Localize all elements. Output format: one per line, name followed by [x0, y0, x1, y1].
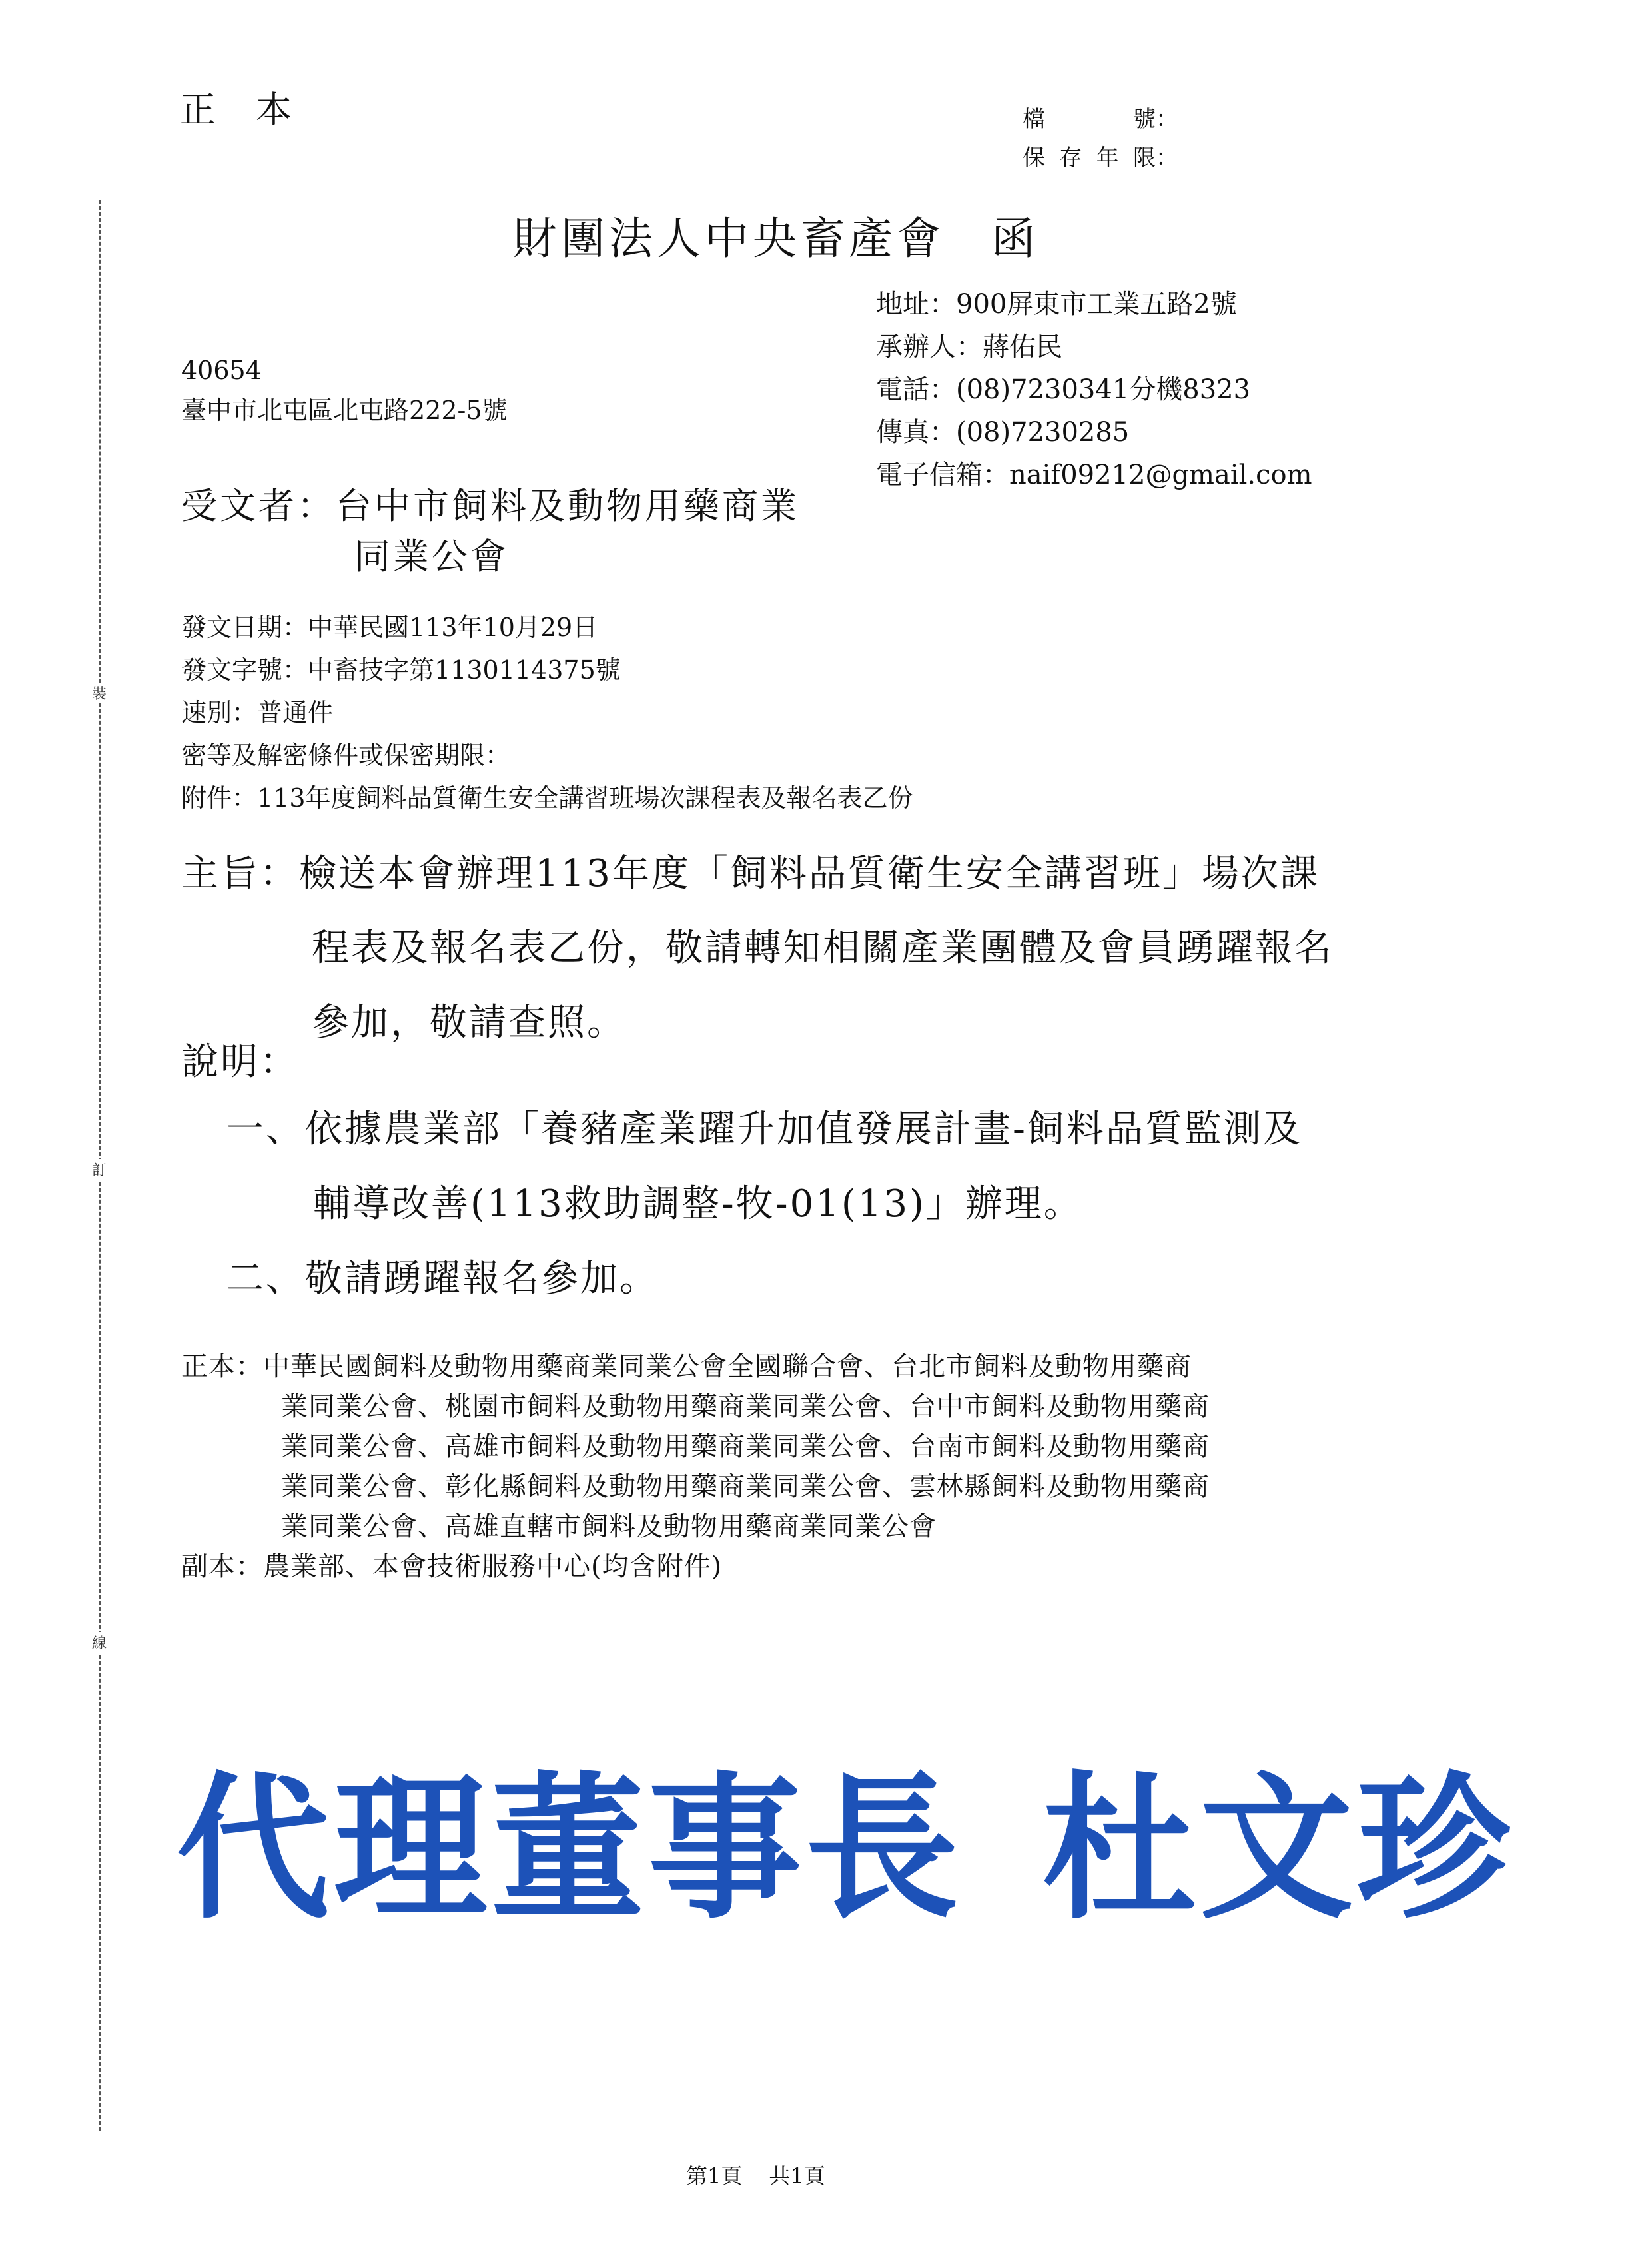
recipient-line-2: 同業公會 [354, 536, 509, 577]
contact-block [876, 283, 1312, 496]
mailing-address [181, 350, 508, 430]
binding-label-xian: 線 [91, 1632, 108, 1653]
street-address: 臺中市北屯區北屯路222-5號 [181, 396, 508, 425]
original-recipients-line-5: 業同業公會、高雄直轄市飼料及動物用藥商業同業公會 [281, 1511, 937, 1542]
delivery-speed: 速別：普通件 [181, 698, 334, 727]
retention-key: 保存年限 [1023, 145, 1156, 171]
issue-number: 發文字號：中畜技字第1130114375號 [181, 655, 621, 685]
subject-line-3: 參加，敬請查照。 [312, 1001, 626, 1044]
subject-line-1: 主旨：檢送本會辦理113年度「飼料品質衛生安全講習班」場次課 [181, 852, 1320, 895]
original-recipients-line-3: 業同業公會、高雄市飼料及動物用藥商業同業公會、台南市飼料及動物用藥商 [281, 1431, 1210, 1462]
page-footer [686, 2159, 825, 2190]
binding-label-ding: 訂 [91, 1159, 108, 1180]
title-org: 財團法人中央畜產會 [513, 213, 945, 264]
retention-value: ： [1156, 145, 1178, 171]
subject [181, 837, 1334, 1060]
copy-label: 正本 [180, 89, 332, 131]
contact-phone: 電話：(08)7230341分機8323 [876, 374, 1251, 405]
page-total: 共1頁 [769, 2163, 825, 2189]
retention-row [1023, 139, 1178, 177]
explanation-heading: 說明： [181, 1040, 299, 1084]
explanation-body [226, 1092, 1302, 1316]
file-number-key: 檔號 [1023, 106, 1156, 133]
signature-title: 代理董事長 [177, 1758, 963, 1941]
issuance-meta [181, 606, 913, 819]
distribution [181, 1347, 1210, 1587]
page-number: 第1頁 [686, 2163, 743, 2189]
document-title [513, 203, 1039, 266]
subject-line-2: 程表及報名表乙份，敬請轉知相關產業團體及會員踴躍報名 [312, 927, 1334, 970]
file-number-value: ： [1156, 106, 1178, 133]
contact-address: 地址：900屏東市工業五路2號 [876, 289, 1237, 320]
postcode: 40654 [181, 356, 262, 385]
title-form: 函 [991, 213, 1039, 264]
copy-recipients: 副本：農業部、本會技術服務中心(均含附件) [181, 1551, 723, 1582]
signature-stamp [177, 1723, 1514, 1948]
explanation-item-1-line-1: 一、依據農業部「養豬產業躍升加值發展計畫-飼料品質監測及 [226, 1108, 1302, 1151]
contact-email: 電子信箱：naif09212@gmail.com [876, 460, 1312, 490]
attachment: 附件：113年度飼料品質衛生安全講習班場次課程表及報名表乙份 [181, 783, 913, 813]
explanation-item-1-line-2: 輔導改善(113救助調整-牧-01(13)」辦理。 [313, 1182, 1083, 1226]
original-recipients-line-1: 正本：中華民國飼料及動物用藥商業同業公會全國聯合會、台北市飼料及動物用藥商 [181, 1351, 1192, 1382]
binding-label-zhuang: 裝 [91, 683, 108, 703]
explanation-item-2: 二、敬請踴躍報名參加。 [226, 1257, 659, 1300]
contact-handler: 承辦人：蔣佑民 [876, 332, 1062, 362]
original-recipients-line-2: 業同業公會、桃園市飼料及動物用藥商業同業公會、台中市飼料及動物用藥商 [281, 1391, 1210, 1422]
issue-date: 發文日期：中華民國113年10月29日 [181, 613, 598, 642]
recipient [181, 481, 799, 582]
file-meta [1023, 100, 1178, 177]
secrecy-level: 密等及解密條件或保密期限： [181, 741, 511, 770]
original-recipients-line-4: 業同業公會、彰化縣飼料及動物用藥商業同業公會、雲林縣飼料及動物用藥商 [281, 1471, 1210, 1502]
file-number-row [1023, 100, 1178, 139]
recipient-line-1: 受文者：台中市飼料及動物用藥商業 [181, 485, 799, 527]
signature-name: 杜文珍 [1042, 1758, 1515, 1941]
contact-fax: 傳真：(08)7230285 [876, 417, 1130, 448]
